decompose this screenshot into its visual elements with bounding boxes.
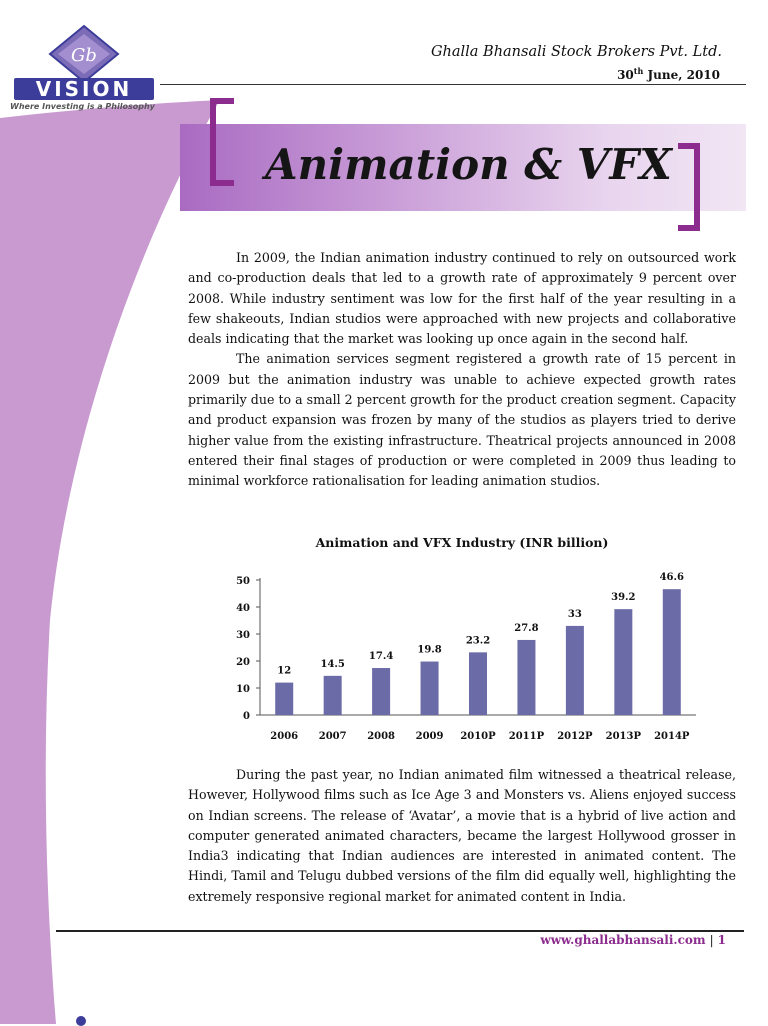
y-tick-label: 10: [236, 684, 250, 695]
website-link[interactable]: www.ghallabhansali.com: [540, 933, 706, 947]
logo-wordmark: VISION: [35, 77, 133, 101]
vision-logo: [8, 24, 160, 114]
x-tick-label: 2008: [367, 731, 396, 742]
x-tick-label: 2010P: [460, 731, 496, 742]
y-tick-label: 20: [236, 657, 250, 668]
header-rule: [160, 84, 746, 85]
footer-separator: |: [709, 933, 714, 947]
paragraph: During the past year, no Indian animated film witnessed a theatrical release, However, Hollywood films such as Ice Age 3 and Monsters vs. Aliens enjoyed success on Indian screens. The release of ‘Avatar’, a movie that is a hybrid of live action and computer generated animated characters, became the largest Hollywood grosser in India3 indicating that Indian audiences are interested in animated content. The Hindi, Tamil and Telugu dubbed versions of the film did equally well, highlighting the extremely responsive regional market for animated content in India.: [188, 767, 736, 904]
bar-value-label: 14.5: [320, 658, 345, 670]
chart-bar: [566, 626, 584, 715]
report-date: 30th June, 2010: [617, 66, 720, 82]
x-tick-label: 2007: [318, 731, 347, 742]
bar-value-label: 19.8: [417, 644, 442, 656]
x-tick-label: 2011P: [508, 731, 545, 742]
chart-bar: [421, 662, 439, 715]
paragraph: The animation services segment registered a growth rate of 15 percent in 2009 but the animation industry was unable to achieve expected growth rates primarily due to a small 2 percent growth for the product creation segment. Capacity and product expansion was frozen by many of the studios as players tried to derive higher value from the existing infrastructure. Theatrical projects announced in 2008 entered their final stages of production or were completed in 2009 thus leading to minimal workforce rationalisation for leading animation studios.: [188, 351, 736, 489]
page-footer: [540, 933, 726, 947]
bar-value-label: 33: [567, 608, 582, 620]
decorative-dot: [76, 1016, 86, 1026]
chart-title: Animation and VFX Industry (INR billion): [315, 535, 609, 550]
bar-value-label: 17.4: [368, 651, 394, 663]
x-tick-label: 2013P: [605, 731, 642, 742]
bar-value-label: 23.2: [465, 635, 491, 647]
footer-rule: [56, 930, 744, 932]
y-tick-label: 40: [236, 603, 250, 614]
bar-chart: [188, 555, 736, 755]
x-tick-label: 2014P: [654, 731, 690, 742]
bar-value-label: 12: [277, 665, 292, 677]
intro-text: [188, 248, 736, 492]
x-tick-label: 2006: [270, 731, 299, 742]
x-tick-label: 2009: [415, 731, 444, 742]
bar-value-label: 39.2: [611, 592, 636, 604]
chart-bar: [517, 640, 535, 715]
chart-bar: [614, 609, 632, 715]
chart-bar: [275, 683, 293, 715]
right-bracket-decoration: [678, 143, 700, 231]
paragraph: In 2009, the Indian animation industry continued to rely on outsourced work and co-production deals that led to a growth rate of approximately 9 percent over 2008. While industry sentiment was low for the first half of the year resulting in a few shakeouts, Indian studios were approached with new projects and collaborative deals indicating that the market was looking up once again in the second half.: [188, 250, 736, 347]
x-tick-label: 2012P: [557, 731, 593, 742]
y-tick-label: 30: [236, 630, 250, 641]
y-tick-label: 50: [236, 576, 250, 587]
bar-value-label: 27.8: [514, 622, 539, 634]
company-name: Ghalla Bhansali Stock Brokers Pvt. Ltd.: [430, 44, 722, 60]
chart-bar: [663, 589, 681, 715]
closing-text: [188, 765, 736, 907]
bar-value-label: 46.6: [659, 572, 684, 584]
page-title: Animation & VFX: [265, 140, 672, 189]
chart-bar: [372, 668, 390, 715]
logo-monogram: Gb: [71, 45, 97, 66]
chart-bar: [469, 652, 487, 715]
chart-bar: [324, 676, 342, 715]
page-number: 1: [717, 933, 726, 947]
logo-tagline: Where Investing is a Philosophy: [10, 102, 155, 111]
y-tick-label: 0: [243, 711, 250, 722]
left-bracket-decoration: [210, 98, 234, 186]
